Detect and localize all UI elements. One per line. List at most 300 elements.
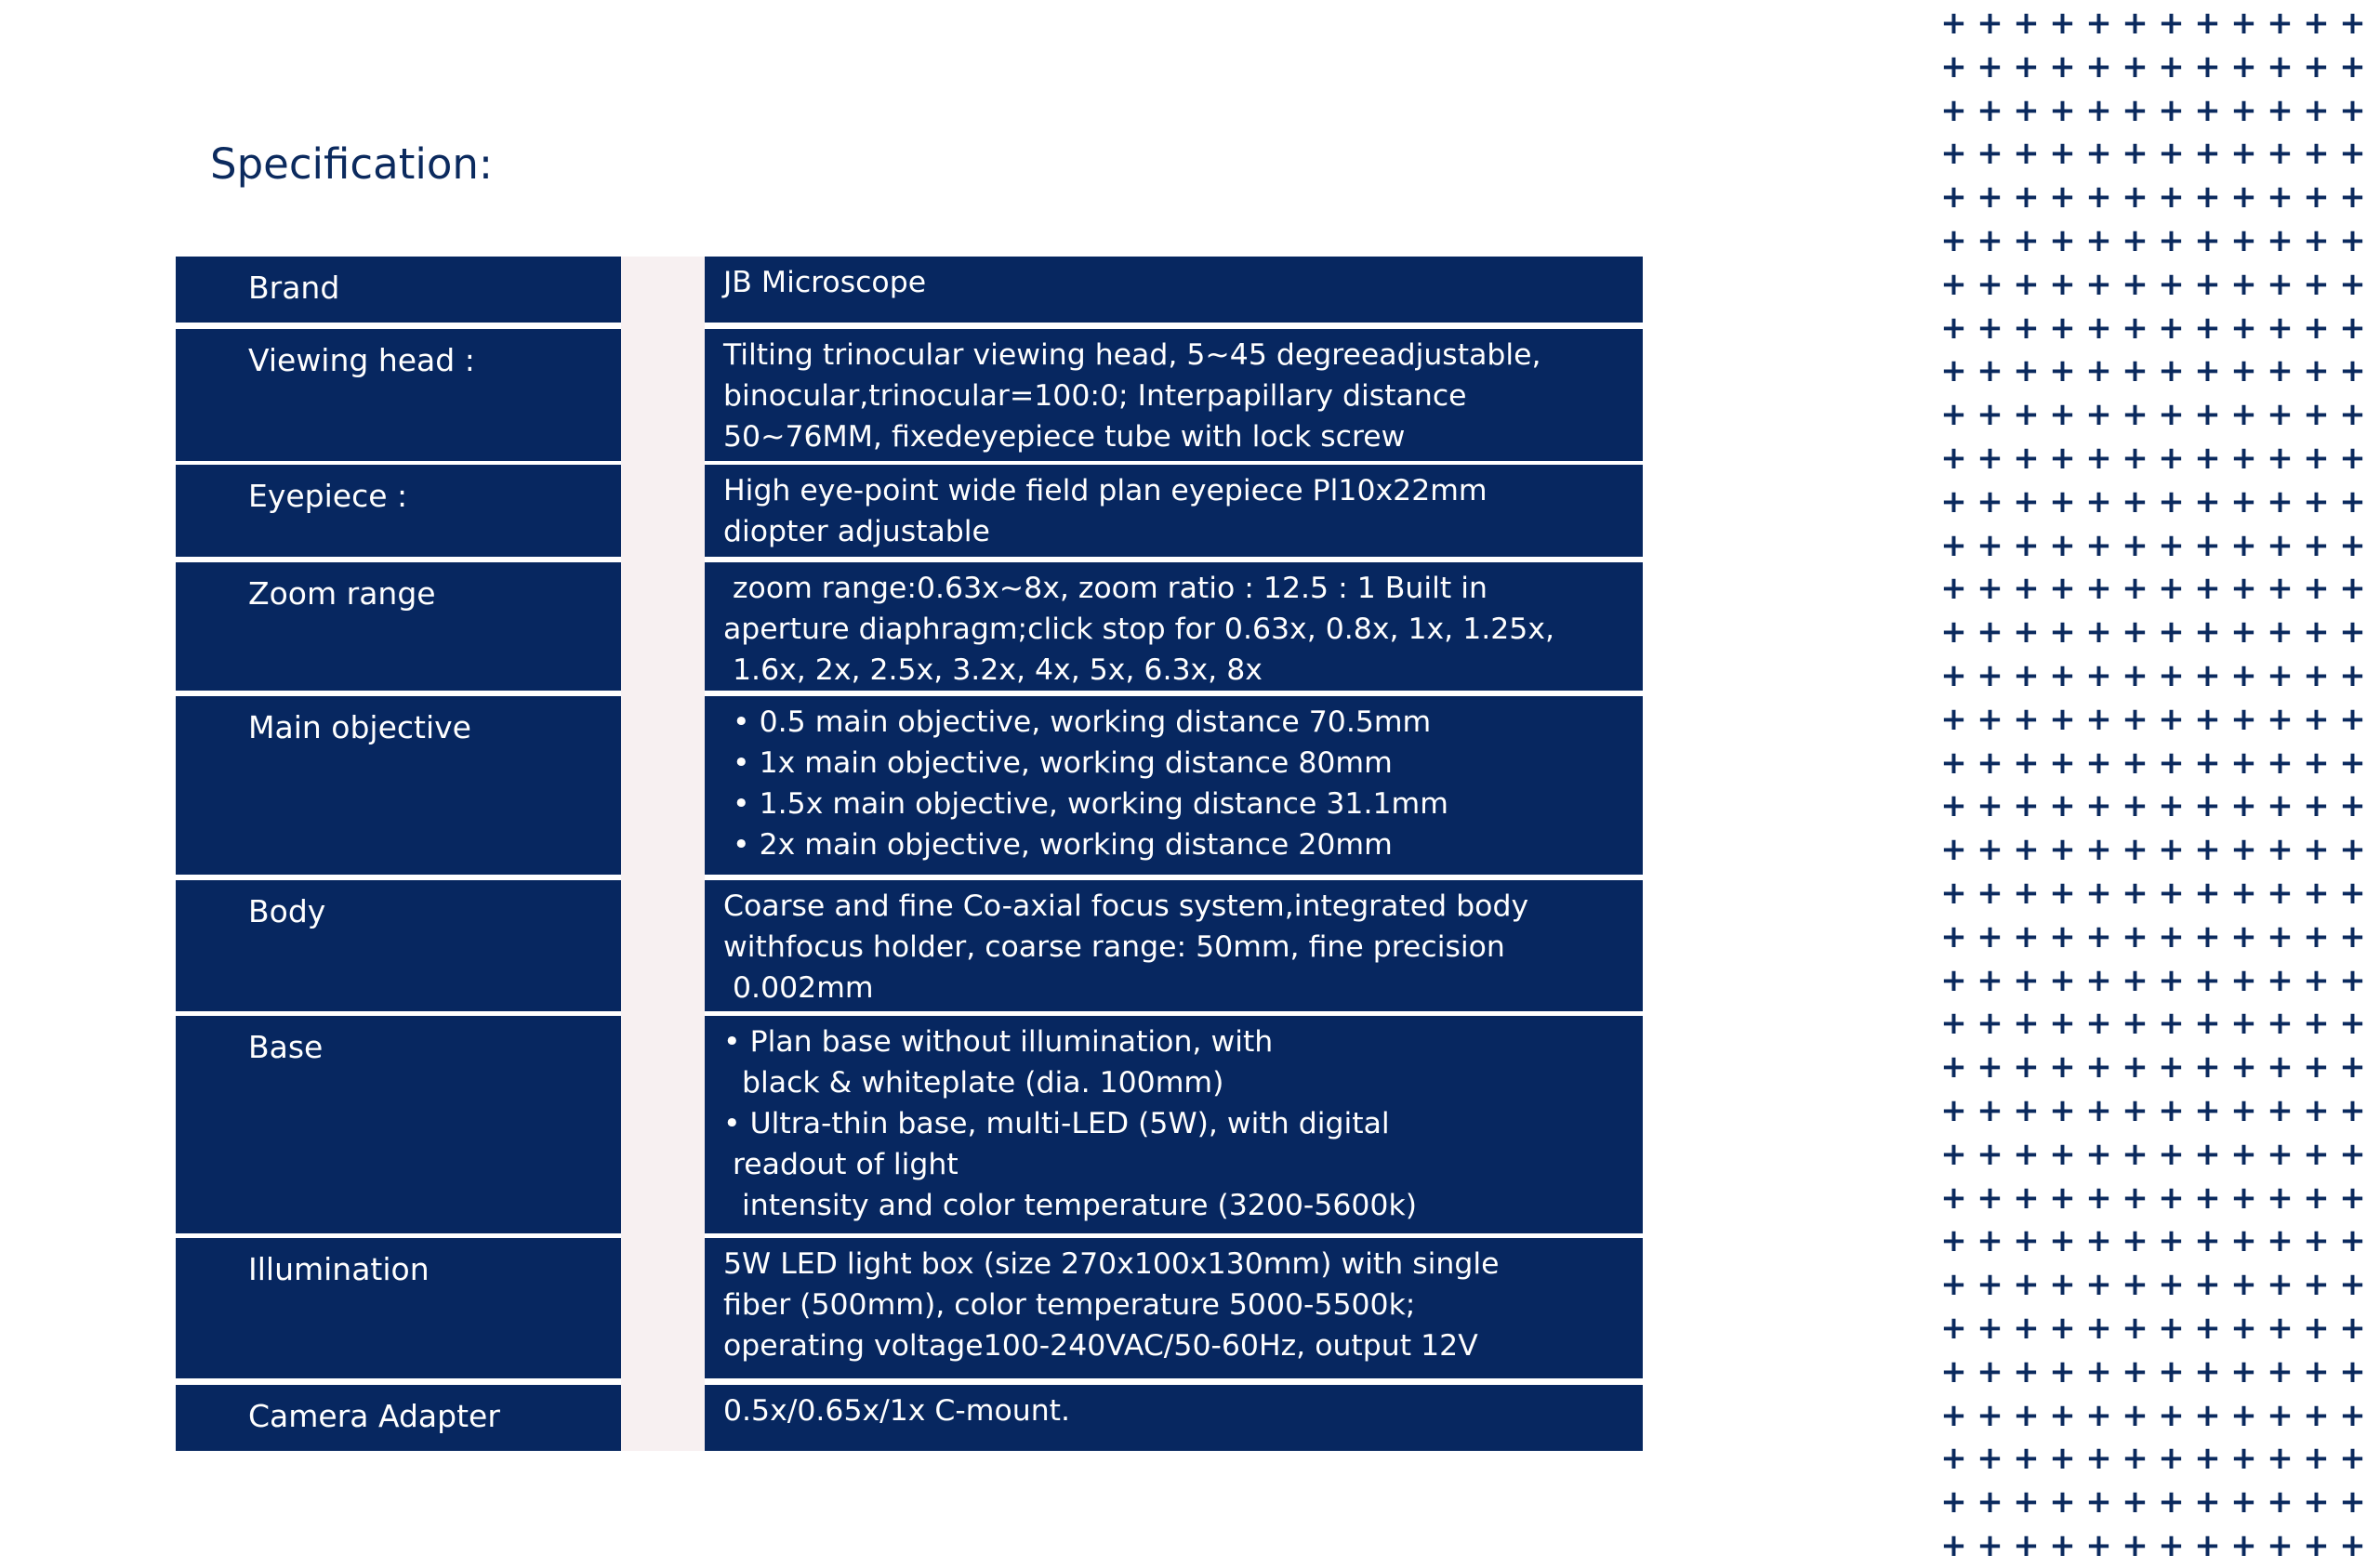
plus-icon: +: [2230, 309, 2257, 347]
plus-icon: +: [2122, 917, 2149, 955]
plus-icon: +: [2085, 221, 2112, 259]
plus-icon: +: [1940, 831, 1967, 869]
plus-icon: +: [2049, 439, 2076, 477]
plus-icon: +: [1977, 526, 2003, 564]
plus-icon: +: [1940, 135, 1967, 173]
plus-icon: +: [2267, 1005, 2294, 1043]
plus-icon: +: [2303, 787, 2330, 825]
plus-icon: +: [2122, 744, 2149, 782]
plus-icon: +: [2049, 1091, 2076, 1129]
plus-icon: +: [2158, 309, 2185, 347]
plus-icon: +: [2194, 1309, 2221, 1347]
plus-icon: +: [1940, 439, 1967, 477]
plus-icon: +: [2194, 1135, 2221, 1173]
spec-row-main-objective: [176, 696, 1643, 875]
plus-icon: +: [2013, 439, 2040, 477]
plus-icon: +: [2049, 1483, 2076, 1522]
plus-icon: +: [2049, 874, 2076, 912]
plus-icon: +: [1940, 1266, 1967, 1304]
plus-icon: +: [2013, 91, 2040, 129]
plus-icon: +: [2194, 1179, 2221, 1217]
plus-icon: +: [2230, 1135, 2257, 1173]
plus-icon: +: [1940, 1135, 1967, 1173]
spec-value-line: High eye-point wide field plan eyepiece Pl10x22mm: [723, 474, 1488, 507]
plus-icon: +: [2339, 1179, 2366, 1217]
plus-icon: +: [2230, 5, 2257, 42]
plus-icon: +: [2085, 178, 2112, 217]
plus-icon: +: [2303, 439, 2330, 477]
spec-value: [705, 465, 1643, 557]
plus-icon: +: [2158, 91, 2185, 129]
plus-icon: +: [2267, 1352, 2294, 1390]
plus-icon: +: [2194, 482, 2221, 520]
plus-icon: +: [2230, 570, 2257, 608]
plus-icon: +: [1977, 1440, 2003, 1478]
plus-icon: +: [2049, 1266, 2076, 1304]
plus-icon: +: [2158, 961, 2185, 999]
spec-row-camera-adapter: [176, 1385, 1643, 1451]
plus-icon: +: [2013, 917, 2040, 955]
plus-icon: +: [2013, 570, 2040, 608]
plus-icon: +: [2158, 1048, 2185, 1087]
plus-icon: +: [2122, 656, 2149, 694]
plus-icon: +: [2339, 482, 2366, 520]
plus-icon: +: [2230, 1396, 2257, 1434]
plus-icon: +: [2122, 1526, 2149, 1564]
plus-icon: +: [2122, 135, 2149, 173]
plus-icon: +: [1977, 1396, 2003, 1434]
spec-value-line: Tilting trinocular viewing head, 5~45 degreeadjustable,: [723, 338, 1541, 372]
plus-icon: +: [2194, 656, 2221, 694]
plus-icon: +: [2339, 570, 2366, 608]
spec-value-line: withfocus holder, coarse range: 50mm, fine precision: [723, 930, 1505, 964]
plus-icon: +: [1977, 221, 2003, 259]
plus-icon: +: [2267, 526, 2294, 564]
spec-row-illumination: [176, 1238, 1643, 1378]
plus-icon: +: [2158, 1179, 2185, 1217]
plus-icon: +: [2303, 656, 2330, 694]
spec-value-line: readout of light: [723, 1148, 959, 1181]
spec-value-line: 1.6x, 2x, 2.5x, 3.2x, 4x, 5x, 6.3x, 8x: [723, 653, 1263, 687]
plus-icon: +: [2085, 613, 2112, 652]
plus-icon: +: [1940, 309, 1967, 347]
plus-icon: +: [2085, 91, 2112, 129]
plus-icon: +: [2230, 396, 2257, 434]
plus-icon: +: [2085, 831, 2112, 869]
plus-icon: +: [2049, 744, 2076, 782]
plus-icon: +: [2339, 47, 2366, 86]
plus-icon: +: [2303, 874, 2330, 912]
plus-icon: +: [2049, 5, 2076, 42]
plus-icon: +: [2267, 744, 2294, 782]
plus-icon: +: [1977, 1266, 2003, 1304]
plus-icon: +: [2230, 700, 2257, 738]
plus-icon: +: [2230, 656, 2257, 694]
plus-icon: +: [2049, 396, 2076, 434]
plus-icon: +: [2013, 613, 2040, 652]
plus-icon: +: [1977, 352, 2003, 390]
spec-value-line: 0.5x/0.65x/1x C-mount.: [723, 1394, 1071, 1428]
plus-icon: +: [2303, 1440, 2330, 1478]
plus-icon: +: [1940, 47, 1967, 86]
plus-icon: +: [2013, 1222, 2040, 1260]
plus-icon: +: [2339, 221, 2366, 259]
plus-icon: +: [2339, 178, 2366, 217]
plus-icon: +: [2158, 1526, 2185, 1564]
plus-icon: +: [2267, 1135, 2294, 1173]
spec-row-body: [176, 880, 1643, 1011]
plus-icon: +: [1977, 91, 2003, 129]
plus-icon: +: [2194, 265, 2221, 303]
plus-icon: +: [1940, 5, 1967, 42]
plus-icon: +: [1940, 265, 1967, 303]
plus-icon: +: [2122, 1266, 2149, 1304]
plus-icon: +: [2085, 961, 2112, 999]
spec-value-line: • Ultra-thin base, multi-LED (5W), with digital: [723, 1107, 1390, 1140]
spec-label: Body: [176, 880, 621, 1011]
plus-icon: +: [2158, 5, 2185, 42]
plus-icon: +: [2230, 961, 2257, 999]
plus-icon: +: [1977, 700, 2003, 738]
plus-icon: +: [2049, 831, 2076, 869]
plus-icon: +: [2339, 1222, 2366, 1260]
plus-icon: +: [2267, 831, 2294, 869]
plus-icon: +: [2085, 482, 2112, 520]
spec-value: [705, 257, 1643, 323]
plus-icon: +: [2194, 961, 2221, 999]
plus-icon: +: [2303, 1135, 2330, 1173]
plus-icon: +: [1940, 613, 1967, 652]
plus-icon: +: [2049, 47, 2076, 86]
plus-icon: +: [1977, 482, 2003, 520]
plus-icon: +: [1940, 656, 1967, 694]
spec-row-base: [176, 1016, 1643, 1233]
plus-icon: +: [2303, 178, 2330, 217]
plus-icon: +: [2267, 1266, 2294, 1304]
plus-icon: +: [2158, 1483, 2185, 1522]
spec-row-zoom-range: [176, 562, 1643, 691]
plus-icon: +: [2158, 744, 2185, 782]
plus-icon: +: [2267, 482, 2294, 520]
plus-icon: +: [1940, 1483, 1967, 1522]
plus-icon: +: [2013, 1091, 2040, 1129]
plus-icon: +: [1977, 1222, 2003, 1260]
plus-icon: +: [2122, 1091, 2149, 1129]
plus-icon: +: [2267, 917, 2294, 955]
plus-icon: +: [2267, 1222, 2294, 1260]
plus-icon: +: [2303, 1526, 2330, 1564]
plus-icon: +: [2303, 1396, 2330, 1434]
plus-icon: +: [2230, 1048, 2257, 1087]
plus-icon: +: [2085, 1526, 2112, 1564]
plus-icon: +: [2230, 613, 2257, 652]
plus-icon: +: [2013, 1135, 2040, 1173]
plus-icon: +: [2013, 309, 2040, 347]
plus-icon: +: [2085, 396, 2112, 434]
plus-icon: +: [2339, 1048, 2366, 1087]
plus-icon: +: [2303, 135, 2330, 173]
plus-icon: +: [1940, 396, 1967, 434]
plus-icon: +: [2194, 1005, 2221, 1043]
plus-icon: +: [2158, 700, 2185, 738]
plus-icon: +: [2049, 309, 2076, 347]
plus-icon: +: [2339, 831, 2366, 869]
plus-icon: +: [1977, 265, 2003, 303]
plus-icon: +: [2122, 47, 2149, 86]
plus-icon: +: [2339, 1005, 2366, 1043]
plus-icon: +: [1977, 656, 2003, 694]
plus-icon: +: [1977, 1352, 2003, 1390]
plus-icon: +: [2013, 352, 2040, 390]
plus-icon: +: [1977, 178, 2003, 217]
plus-icon: +: [2122, 265, 2149, 303]
plus-icon: +: [2158, 439, 2185, 477]
plus-icon: +: [2194, 309, 2221, 347]
plus-icon: +: [2122, 1440, 2149, 1478]
plus-icon: +: [2230, 178, 2257, 217]
plus-icon: +: [2085, 1396, 2112, 1434]
plus-icon: +: [2194, 570, 2221, 608]
plus-icon: +: [2267, 439, 2294, 477]
plus-icon: +: [2122, 787, 2149, 825]
plus-icon: +: [1940, 1352, 1967, 1390]
plus-icon: +: [2122, 91, 2149, 129]
plus-icon: +: [2194, 744, 2221, 782]
plus-icon: +: [2049, 1352, 2076, 1390]
plus-icon: +: [2085, 135, 2112, 173]
plus-icon: +: [2194, 47, 2221, 86]
plus-icon: +: [2013, 1179, 2040, 1217]
plus-icon: +: [2158, 570, 2185, 608]
plus-icon: +: [1977, 135, 2003, 173]
plus-icon: +: [2158, 831, 2185, 869]
spec-label: Brand: [176, 257, 621, 323]
plus-icon: +: [2230, 1005, 2257, 1043]
plus-icon: +: [2303, 917, 2330, 955]
plus-icon: +: [2194, 613, 2221, 652]
plus-icon: +: [2049, 917, 2076, 955]
plus-icon: +: [1977, 831, 2003, 869]
plus-icon: +: [2194, 439, 2221, 477]
plus-icon: +: [2013, 1309, 2040, 1347]
plus-icon: +: [2267, 91, 2294, 129]
plus-icon: +: [2230, 1179, 2257, 1217]
plus-icon: +: [2303, 744, 2330, 782]
plus-icon: +: [1940, 874, 1967, 912]
plus-icon: +: [2085, 5, 2112, 42]
plus-icon: +: [2049, 1396, 2076, 1434]
plus-icon: +: [2303, 265, 2330, 303]
plus-icon: +: [2158, 1091, 2185, 1129]
plus-icon: +: [2303, 91, 2330, 129]
plus-icon: +: [2158, 613, 2185, 652]
plus-icon: +: [2230, 1526, 2257, 1564]
plus-icon: +: [2303, 1179, 2330, 1217]
plus-icon: +: [2122, 1352, 2149, 1390]
spec-table: [176, 257, 1643, 1451]
spec-value: [705, 1238, 1643, 1378]
plus-icon: +: [2049, 178, 2076, 217]
plus-icon: +: [1940, 1048, 1967, 1087]
spec-label: Illumination: [176, 1238, 621, 1378]
spec-value-line: JB Microscope: [723, 266, 927, 299]
plus-icon: +: [2158, 1352, 2185, 1390]
plus-icon: +: [2194, 917, 2221, 955]
spec-label: Eyepiece :: [176, 465, 621, 557]
plus-icon: +: [2339, 700, 2366, 738]
plus-icon: +: [2085, 47, 2112, 86]
plus-icon: +: [1977, 309, 2003, 347]
plus-icon: +: [2013, 961, 2040, 999]
plus-icon: +: [2085, 439, 2112, 477]
plus-icon: +: [2194, 178, 2221, 217]
spec-value-line: 5W LED light box (size 270x100x130mm) with single: [723, 1247, 1500, 1281]
plus-icon: +: [2230, 1483, 2257, 1522]
plus-icon: +: [2230, 1091, 2257, 1129]
plus-icon: +: [2303, 1352, 2330, 1390]
plus-icon: +: [2085, 744, 2112, 782]
plus-icon: +: [2267, 1048, 2294, 1087]
spec-value: [705, 696, 1643, 875]
plus-icon: +: [2013, 265, 2040, 303]
plus-icon: +: [2339, 787, 2366, 825]
plus-icon: +: [1940, 352, 1967, 390]
plus-icon: +: [2013, 1440, 2040, 1478]
plus-icon: +: [2194, 1048, 2221, 1087]
plus-icon: +: [1940, 1005, 1967, 1043]
plus-icon: +: [2049, 787, 2076, 825]
plus-icon: +: [2267, 1179, 2294, 1217]
plus-icon: +: [2158, 482, 2185, 520]
plus-icon: +: [2085, 700, 2112, 738]
plus-icon: +: [2267, 396, 2294, 434]
plus-icon: +: [1940, 917, 1967, 955]
plus-icon: +: [2267, 613, 2294, 652]
plus-icon: +: [2049, 482, 2076, 520]
plus-icon: +: [1977, 1309, 2003, 1347]
plus-icon: +: [2267, 1526, 2294, 1564]
plus-icon: +: [2122, 961, 2149, 999]
plus-icon: +: [2267, 874, 2294, 912]
plus-icon: +: [1977, 5, 2003, 42]
spec-label: Main objective: [176, 696, 621, 875]
plus-icon: +: [2303, 1483, 2330, 1522]
spec-value-line: zoom range:0.63x~8x, zoom ratio : 12.5 : 1 Built in: [723, 572, 1488, 605]
plus-icon: +: [1977, 1135, 2003, 1173]
plus-icon: +: [2049, 656, 2076, 694]
plus-icon: +: [2085, 352, 2112, 390]
plus-icon: +: [2049, 1309, 2076, 1347]
spec-label: Camera Adapter: [176, 1385, 621, 1451]
plus-icon: +: [1940, 221, 1967, 259]
plus-icon: +: [2267, 5, 2294, 42]
plus-icon: +: [1977, 1048, 2003, 1087]
plus-icon: +: [2158, 178, 2185, 217]
plus-icon: +: [2085, 570, 2112, 608]
plus-icon: +: [2085, 309, 2112, 347]
plus-icon: +: [2303, 1005, 2330, 1043]
plus-icon: +: [2013, 787, 2040, 825]
plus-icon: +: [2230, 1309, 2257, 1347]
plus-icon: +: [2339, 917, 2366, 955]
plus-icon: +: [2013, 874, 2040, 912]
plus-icon: +: [2194, 1396, 2221, 1434]
plus-icon: +: [1977, 396, 2003, 434]
plus-icon: +: [2013, 526, 2040, 564]
plus-icon: +: [2303, 570, 2330, 608]
plus-icon: +: [2303, 396, 2330, 434]
plus-icon: +: [2085, 1222, 2112, 1260]
plus-icon: +: [2085, 1048, 2112, 1087]
plus-icon: +: [2230, 482, 2257, 520]
plus-icon: +: [2339, 1352, 2366, 1390]
plus-icon: +: [2339, 1396, 2366, 1434]
plus-icon: +: [2013, 221, 2040, 259]
plus-icon: +: [1940, 1440, 1967, 1478]
plus-icon: +: [2122, 5, 2149, 42]
plus-icon: +: [2049, 1440, 2076, 1478]
plus-icon: +: [2194, 396, 2221, 434]
plus-icon: +: [2339, 961, 2366, 999]
plus-icon: +: [1977, 961, 2003, 999]
plus-icon: +: [2085, 1266, 2112, 1304]
plus-icon: +: [2013, 1396, 2040, 1434]
plus-icon: +: [2194, 526, 2221, 564]
plus-icon: +: [2122, 352, 2149, 390]
plus-icon: +: [2339, 439, 2366, 477]
plus-icon: +: [2339, 1266, 2366, 1304]
plus-icon: +: [2122, 178, 2149, 217]
spec-value-line: intensity and color temperature (3200-5600k): [723, 1189, 1417, 1222]
page-title: Specification:: [210, 139, 494, 189]
plus-icon: +: [2013, 1048, 2040, 1087]
plus-icon: +: [2230, 526, 2257, 564]
plus-icon: +: [2122, 1179, 2149, 1217]
plus-icon: +: [2230, 265, 2257, 303]
plus-icon: +: [2049, 221, 2076, 259]
plus-icon: +: [2158, 656, 2185, 694]
plus-icon: +: [2049, 1048, 2076, 1087]
plus-icon: +: [2339, 1091, 2366, 1129]
plus-icon: +: [2339, 613, 2366, 652]
plus-icon: +: [2267, 47, 2294, 86]
spec-value-line: • 2x main objective, working distance 20mm: [723, 828, 1393, 862]
plus-icon: +: [2158, 874, 2185, 912]
plus-icon: +: [2122, 1396, 2149, 1434]
spec-value-line: fiber (500mm), color temperature 5000-5500k;: [723, 1288, 1416, 1322]
spec-value-line: black & whiteplate (dia. 100mm): [723, 1066, 1224, 1100]
plus-icon: +: [2303, 352, 2330, 390]
plus-icon: +: [2230, 831, 2257, 869]
plus-icon: +: [2267, 1440, 2294, 1478]
plus-icon: +: [2085, 526, 2112, 564]
plus-icon: +: [2013, 178, 2040, 217]
plus-icon: +: [2085, 1091, 2112, 1129]
plus-icon: +: [2194, 1483, 2221, 1522]
plus-icon: +: [2049, 1179, 2076, 1217]
plus-icon: +: [2303, 47, 2330, 86]
spec-value-line: diopter adjustable: [723, 515, 990, 548]
plus-icon: +: [2085, 874, 2112, 912]
spec-value: [705, 329, 1643, 461]
plus-icon: +: [2085, 787, 2112, 825]
plus-icon: +: [1940, 744, 1967, 782]
plus-icon: +: [1977, 1483, 2003, 1522]
plus-icon: +: [2085, 917, 2112, 955]
plus-icon: +: [2303, 1222, 2330, 1260]
plus-icon: +: [1977, 613, 2003, 652]
plus-icon: +: [2013, 700, 2040, 738]
